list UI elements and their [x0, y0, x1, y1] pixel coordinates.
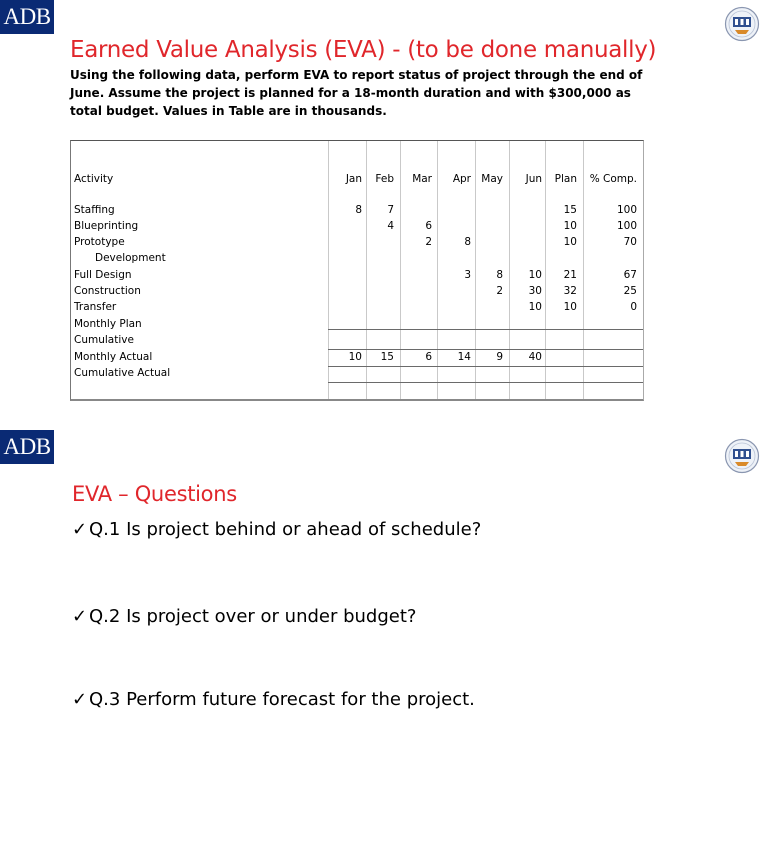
- table-cell: 2: [496, 285, 503, 297]
- table-header-activity: Activity: [74, 173, 114, 185]
- table-row-activity: Development: [95, 252, 166, 264]
- table-row-activity: Full Design: [74, 269, 132, 281]
- table-row-divider: [328, 366, 643, 367]
- checkmark-icon: ✓: [72, 689, 88, 710]
- slide-eva-questions: [0, 430, 768, 866]
- table-header-cell: Feb: [375, 173, 394, 185]
- table-cell: 6: [425, 351, 432, 363]
- table-cell: 100: [616, 204, 637, 216]
- table-header-cell: Jun: [525, 173, 542, 185]
- university-seal-icon: [724, 6, 760, 42]
- table-cell: 8: [355, 204, 362, 216]
- table-column-divider: [583, 141, 584, 399]
- question-item: [72, 689, 475, 710]
- question-item: [72, 519, 481, 540]
- question-text: Q.1 Is project behind or ahead of schedule?: [89, 519, 482, 540]
- table-cell: 9: [496, 351, 503, 363]
- table-cell: 10: [563, 301, 577, 313]
- table-cell: 10: [528, 301, 542, 313]
- table-header-cell: Plan: [554, 173, 577, 185]
- table-cell: 10: [563, 220, 577, 232]
- table-cell: 10: [563, 236, 577, 248]
- table-cell: 8: [464, 236, 471, 248]
- table-row-activity: Blueprinting: [74, 220, 139, 232]
- table-cell: 70: [623, 236, 637, 248]
- table-cell: 7: [387, 204, 394, 216]
- question-item: [72, 606, 416, 627]
- table-header-cell: May: [481, 173, 503, 185]
- slide-title: EVA – Questions: [72, 482, 237, 507]
- table-row-activity: Prototype: [74, 236, 125, 248]
- question-text: Q.3 Perform future forecast for the project.: [89, 689, 475, 710]
- table-cell: 14: [457, 351, 471, 363]
- problem-description: Using the following data, perform EVA to report status of project through the end of June. Assume the project is planned for a 18-month duration and with $300,000 as total budget. Values in Table are in thousands.: [70, 68, 643, 118]
- adb-logo: ADB: [0, 430, 54, 464]
- adb-logo: ADB: [0, 0, 54, 34]
- university-seal-icon: [724, 438, 760, 474]
- table-header-cell: Apr: [452, 173, 471, 185]
- table-cell: 100: [616, 220, 637, 232]
- table-cell: 15: [563, 204, 577, 216]
- table-header-cell: % Comp.: [589, 173, 637, 185]
- table-cell: 25: [623, 285, 637, 297]
- table-row-activity: Staffing: [74, 204, 115, 216]
- checkmark-icon: ✓: [72, 606, 88, 627]
- question-text: Q.2 Is project over or under budget?: [89, 606, 417, 627]
- table-row-activity: Cumulative: [74, 334, 134, 346]
- table-header-cell: Jan: [345, 173, 362, 185]
- table-cell: 10: [348, 351, 362, 363]
- table-cell: 30: [528, 285, 542, 297]
- eva-data-table: [70, 140, 644, 401]
- table-row-divider: [328, 382, 643, 383]
- table-cell: 67: [623, 269, 637, 281]
- table-cell: 4: [387, 220, 394, 232]
- table-row-activity: Construction: [74, 285, 141, 297]
- table-row-activity: Transfer: [74, 301, 117, 313]
- table-row-activity: Cumulative Actual: [74, 367, 171, 379]
- table-cell: 6: [425, 220, 432, 232]
- table-cell: 10: [528, 269, 542, 281]
- checkmark-icon: ✓: [72, 519, 88, 540]
- table-cell: 15: [380, 351, 394, 363]
- table-cell: 2: [425, 236, 432, 248]
- table-cell: 0: [630, 301, 637, 313]
- table-row-activity: Monthly Actual: [74, 351, 153, 363]
- table-row-activity: Monthly Plan: [74, 318, 142, 330]
- slide-title: Earned Value Analysis (EVA) - (to be done manually): [70, 37, 657, 64]
- table-cell: 40: [528, 351, 542, 363]
- table-row-divider: [328, 329, 643, 330]
- table-cell: 21: [563, 269, 577, 281]
- table-cell: 8: [496, 269, 503, 281]
- slide-eva-analysis: [0, 0, 768, 420]
- table-cell: 3: [464, 269, 471, 281]
- table-header-cell: Mar: [412, 173, 432, 185]
- table-cell: 32: [563, 285, 577, 297]
